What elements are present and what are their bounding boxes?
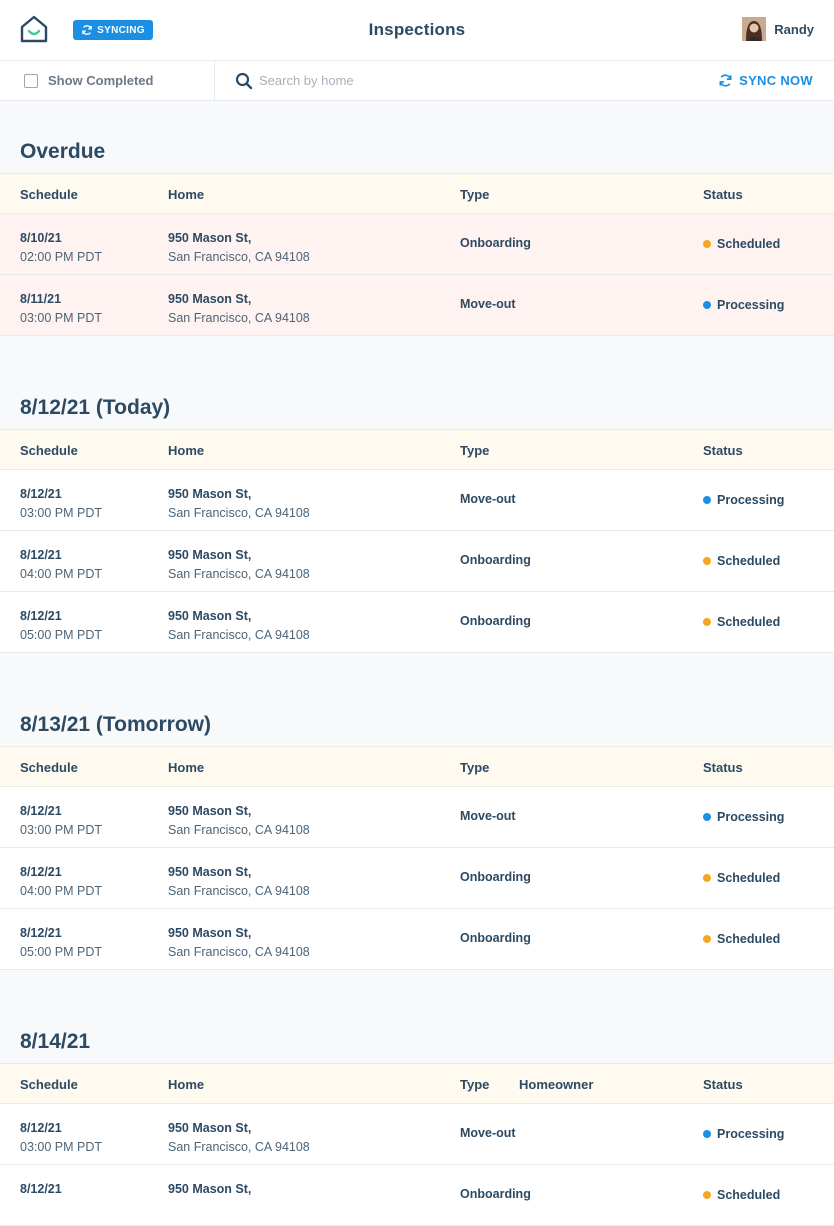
status-badge xyxy=(703,237,780,251)
home-city: San Francisco, CA 94108 xyxy=(168,1140,310,1154)
status-badge xyxy=(703,810,784,824)
schedule-time: 03:00 PM PDT xyxy=(20,506,102,520)
status-badge xyxy=(703,932,780,946)
user-menu[interactable] xyxy=(742,17,814,41)
top-bar xyxy=(0,0,834,61)
column-header-type[interactable]: Type xyxy=(460,187,490,202)
sync-now-label: SYNC NOW xyxy=(739,73,813,88)
toolbar xyxy=(0,61,834,101)
schedule-date: 8/12/21 xyxy=(20,609,62,623)
schedule-date: 8/12/21 xyxy=(20,548,62,562)
home-city: San Francisco, CA 94108 xyxy=(168,945,310,959)
status-dot-icon xyxy=(703,1130,711,1138)
schedule-cell xyxy=(20,1119,102,1157)
status-label: Scheduled xyxy=(717,554,781,568)
table-header xyxy=(0,1063,834,1104)
column-header-schedule[interactable]: Schedule xyxy=(20,760,78,775)
home-street: 950 Mason St, xyxy=(168,1182,252,1196)
home-cell xyxy=(168,924,310,962)
status-badge xyxy=(703,1188,780,1202)
home-street: 950 Mason St, xyxy=(168,865,252,879)
status-dot-icon xyxy=(703,496,711,504)
schedule-time: 03:00 PM PDT xyxy=(20,311,102,325)
home-street: 950 Mason St, xyxy=(168,487,252,501)
table-row[interactable] xyxy=(0,592,834,653)
table-row[interactable] xyxy=(0,1165,834,1226)
inspection-type: Onboarding xyxy=(460,553,531,567)
inspection-type: Move-out xyxy=(460,1126,516,1140)
status-label: Processing xyxy=(717,1127,785,1141)
status-dot-icon xyxy=(703,935,711,943)
table-header xyxy=(0,746,834,787)
home-city: San Francisco, CA 94108 xyxy=(168,250,310,264)
home-cell xyxy=(168,290,310,328)
table-row[interactable] xyxy=(0,214,834,275)
section-title: 8/14/21 xyxy=(20,1030,91,1053)
column-header-home[interactable]: Home xyxy=(168,187,205,202)
user-name: Randy xyxy=(774,21,814,37)
schedule-time: 02:00 PM PDT xyxy=(20,250,102,264)
table-row[interactable] xyxy=(0,470,834,531)
status-badge xyxy=(703,298,784,312)
home-street: 950 Mason St, xyxy=(168,231,252,245)
column-header-schedule[interactable]: Schedule xyxy=(20,443,78,458)
schedule-cell xyxy=(20,485,102,523)
home-cell xyxy=(168,229,310,267)
table-row[interactable] xyxy=(0,531,834,592)
column-header-type[interactable]: Type xyxy=(460,760,490,775)
search-bar xyxy=(235,61,559,100)
inspection-section xyxy=(0,101,834,336)
inspection-type: Onboarding xyxy=(460,870,531,884)
inspection-section xyxy=(0,336,834,653)
home-city: San Francisco, CA 94108 xyxy=(168,884,310,898)
show-completed-checkbox[interactable] xyxy=(24,74,38,88)
table-row[interactable] xyxy=(0,909,834,970)
home-street: 950 Mason St, xyxy=(168,926,252,940)
home-street: 950 Mason St, xyxy=(168,609,252,623)
status-label: Processing xyxy=(717,298,785,312)
home-street: 950 Mason St, xyxy=(168,292,252,306)
inspection-type: Onboarding xyxy=(460,931,531,945)
schedule-cell xyxy=(20,229,102,267)
table-row[interactable] xyxy=(0,275,834,336)
home-city: San Francisco, CA 94108 xyxy=(168,628,310,642)
status-dot-icon xyxy=(703,1191,711,1199)
inspection-type: Move-out xyxy=(460,297,516,311)
schedule-time: 03:00 PM PDT xyxy=(20,1140,102,1154)
home-city: San Francisco, CA 94108 xyxy=(168,311,310,325)
schedule-date: 8/10/21 xyxy=(20,231,62,245)
status-label: Scheduled xyxy=(717,1188,781,1202)
home-cell xyxy=(168,802,310,840)
table-row[interactable] xyxy=(0,1104,834,1165)
column-header-status[interactable]: Status xyxy=(703,443,743,458)
home-cell xyxy=(168,1180,251,1199)
status-dot-icon xyxy=(703,618,711,626)
status-label: Scheduled xyxy=(717,615,781,629)
inspection-type: Move-out xyxy=(460,809,516,823)
schedule-date: 8/12/21 xyxy=(20,1182,62,1196)
status-badge xyxy=(703,493,784,507)
column-header-home[interactable]: Home xyxy=(168,1077,205,1092)
schedule-cell xyxy=(20,924,102,962)
home-city: San Francisco, CA 94108 xyxy=(168,567,310,581)
status-badge xyxy=(703,615,780,629)
home-city: San Francisco, CA 94108 xyxy=(168,823,310,837)
home-street: 950 Mason St, xyxy=(168,804,252,818)
table-row[interactable] xyxy=(0,848,834,909)
schedule-time: 05:00 PM PDT xyxy=(20,945,102,959)
status-label: Scheduled xyxy=(717,871,781,885)
home-cell xyxy=(168,1119,310,1157)
inspections-list xyxy=(0,101,834,1226)
schedule-date: 8/12/21 xyxy=(20,865,62,879)
table-header xyxy=(0,429,834,470)
column-header-homeowner[interactable]: Homeowner xyxy=(519,1077,594,1092)
column-header-home[interactable]: Home xyxy=(168,760,205,775)
column-header-status[interactable]: Status xyxy=(703,187,743,202)
search-input[interactable] xyxy=(259,73,559,88)
status-dot-icon xyxy=(703,240,711,248)
schedule-date: 8/12/21 xyxy=(20,926,62,940)
schedule-time: 03:00 PM PDT xyxy=(20,823,102,837)
column-header-type[interactable]: Type xyxy=(460,1077,490,1092)
status-label: Processing xyxy=(717,810,785,824)
schedule-cell xyxy=(20,863,102,901)
home-cell xyxy=(168,863,310,901)
column-header-schedule[interactable]: Schedule xyxy=(20,187,78,202)
inspection-type: Onboarding xyxy=(460,236,531,250)
schedule-date: 8/12/21 xyxy=(20,1121,62,1135)
schedule-cell xyxy=(20,607,102,645)
schedule-date: 8/12/21 xyxy=(20,804,62,818)
home-street: 950 Mason St, xyxy=(168,548,252,562)
sync-now-button[interactable] xyxy=(718,61,813,100)
status-badge xyxy=(703,1127,784,1141)
status-dot-icon xyxy=(703,301,711,309)
schedule-time: 04:00 PM PDT xyxy=(20,567,102,581)
inspection-section xyxy=(0,653,834,970)
show-completed-label: Show Completed xyxy=(48,73,154,88)
schedule-cell xyxy=(20,546,102,584)
inspection-type: Move-out xyxy=(460,492,516,506)
column-header-type[interactable]: Type xyxy=(460,443,490,458)
home-cell xyxy=(168,607,310,645)
section-title: 8/13/21 (Tomorrow) xyxy=(20,713,211,736)
table-row[interactable] xyxy=(0,787,834,848)
inspection-section xyxy=(0,970,834,1226)
column-header-status[interactable]: Status xyxy=(703,760,743,775)
schedule-cell xyxy=(20,802,102,840)
schedule-time: 04:00 PM PDT xyxy=(20,884,102,898)
inspection-type: Onboarding xyxy=(460,614,531,628)
column-header-home[interactable]: Home xyxy=(168,443,205,458)
page-title: Inspections xyxy=(368,20,466,39)
status-dot-icon xyxy=(703,813,711,821)
show-completed-toggle[interactable] xyxy=(0,61,215,100)
status-dot-icon xyxy=(703,874,711,882)
avatar[interactable] xyxy=(742,17,766,41)
home-street: 950 Mason St, xyxy=(168,1121,252,1135)
status-badge xyxy=(703,554,780,568)
status-label: Scheduled xyxy=(717,237,781,251)
inspection-type: Onboarding xyxy=(460,1187,531,1201)
search-icon xyxy=(235,72,253,90)
status-dot-icon xyxy=(703,557,711,565)
column-header-schedule[interactable]: Schedule xyxy=(20,1077,78,1092)
schedule-date: 8/12/21 xyxy=(20,487,62,501)
home-city: San Francisco, CA 94108 xyxy=(168,506,310,520)
schedule-date: 8/11/21 xyxy=(20,292,62,306)
sync-icon xyxy=(718,73,733,88)
schedule-cell xyxy=(20,290,102,328)
table-header xyxy=(0,173,834,214)
column-header-status[interactable]: Status xyxy=(703,1077,743,1092)
schedule-time: 05:00 PM PDT xyxy=(20,628,102,642)
schedule-cell xyxy=(20,1180,62,1199)
section-title: 8/12/21 (Today) xyxy=(20,396,171,419)
home-cell xyxy=(168,485,310,523)
status-label: Scheduled xyxy=(717,932,781,946)
status-badge xyxy=(703,871,780,885)
home-cell xyxy=(168,546,310,584)
status-label: Processing xyxy=(717,493,785,507)
syncing-label: SYNCING xyxy=(97,24,145,36)
section-title: Overdue xyxy=(20,140,106,163)
